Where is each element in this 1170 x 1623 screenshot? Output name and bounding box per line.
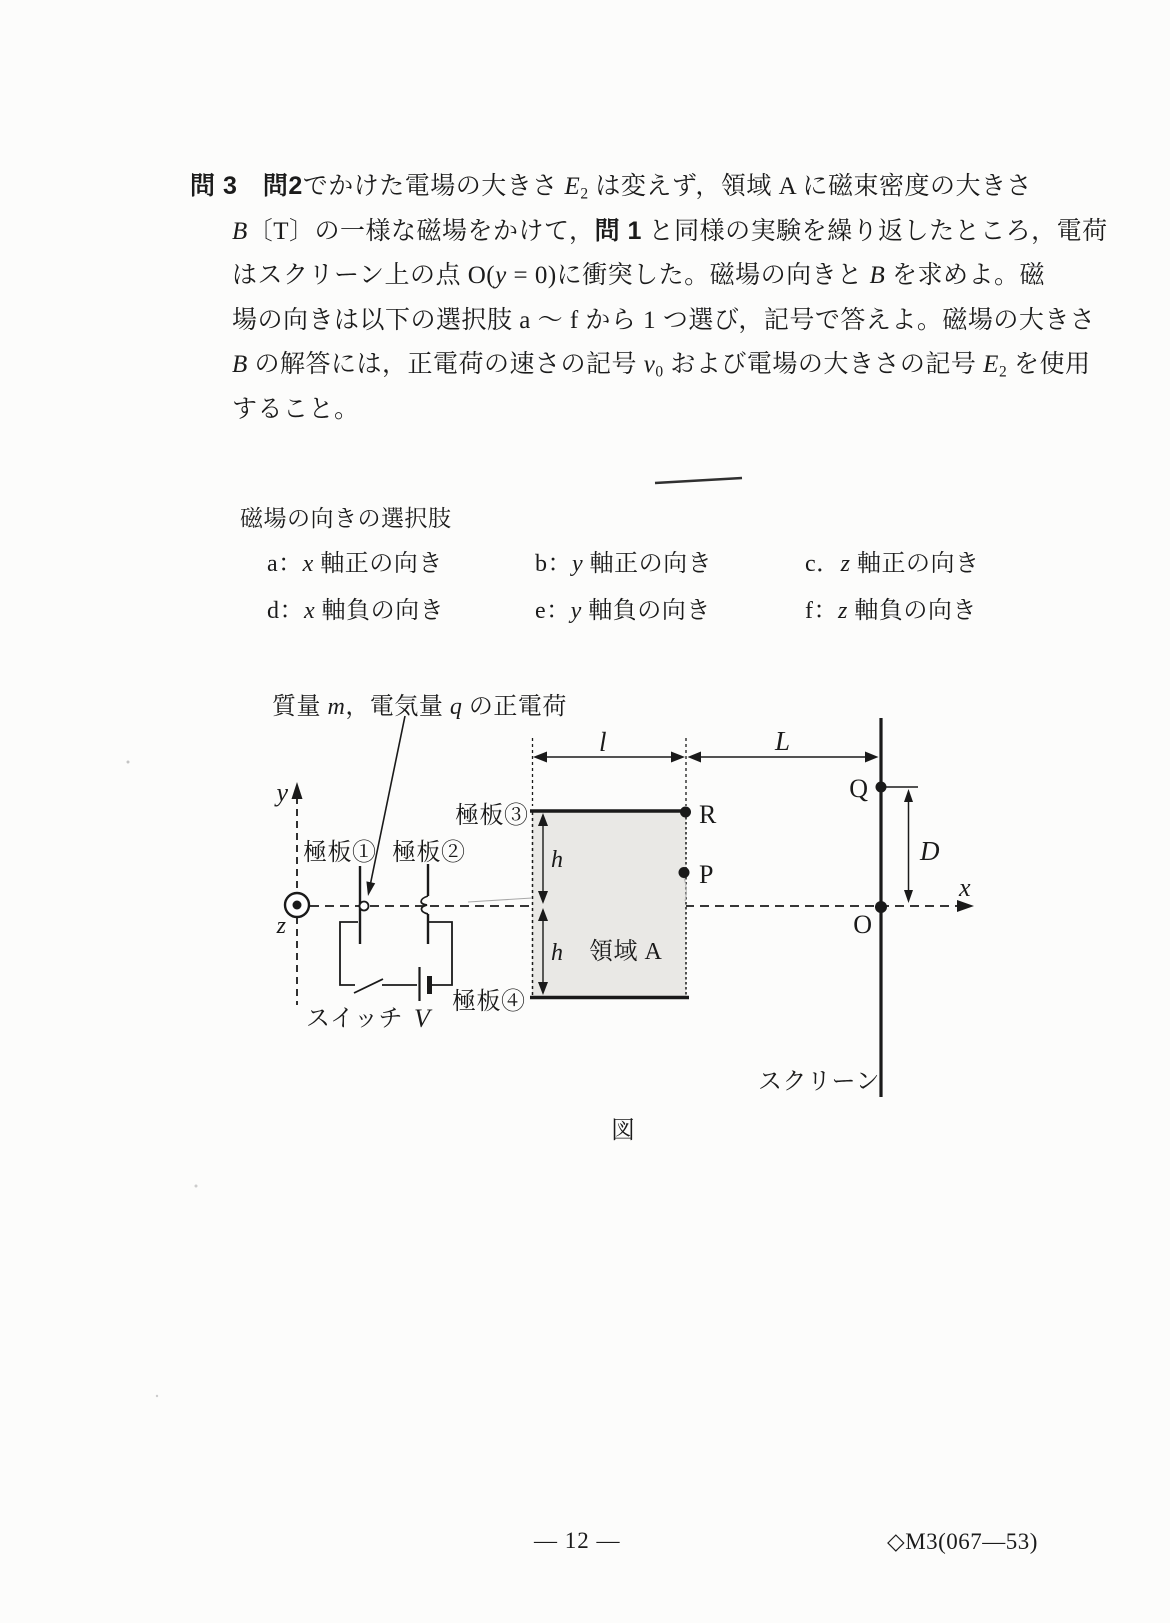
- problem-line-5: B の解答には，正電荷の速さの記号 v0 および電場の大きさの記号 E2 を使用: [232, 351, 1091, 381]
- dim-D-label: D: [920, 836, 940, 866]
- dim-L-arrow-right: [865, 752, 879, 763]
- dim-D-arrow-top: [904, 789, 913, 802]
- choice-c: c．z 軸正の向き: [805, 551, 980, 577]
- problem-line-1: 問 3 問2でかけた電場の大きさ E2 は変えず，領域 A に磁束密度の大きさ: [190, 172, 1033, 203]
- problem-line-3: はスクリーン上の点 O(y = 0)に衝突した。磁場の向きと B を求めよ。磁: [232, 262, 1045, 289]
- y-axis-label: y: [276, 778, 288, 807]
- figure-caption: 質量 m，電気量 q の正電荷: [272, 694, 567, 720]
- point-Q-label: Q: [849, 774, 868, 803]
- scan-speck: [156, 1395, 158, 1397]
- dim-L-label: L: [775, 726, 791, 756]
- region-a-shading: [532, 812, 686, 997]
- point-P-label: P: [699, 860, 714, 889]
- charge-point: [360, 902, 369, 911]
- point-O-label: O: [853, 910, 872, 939]
- choice-d: d：x 軸負の向き: [267, 598, 445, 624]
- region-a-label: 領域 A: [589, 939, 663, 965]
- pen-mark: [655, 478, 742, 483]
- switch-blade: [354, 979, 383, 993]
- choice-f: f：z 軸負の向き: [805, 598, 977, 624]
- page-number: — 12 —: [534, 1528, 621, 1553]
- pen-trace: [468, 898, 532, 902]
- plate2-aperture: [421, 896, 428, 914]
- dim-L-arrow-left: [688, 752, 702, 763]
- switch-label: スイッチ: [306, 1006, 404, 1032]
- dim-h-upper-label: h: [551, 847, 563, 873]
- screen-label: スクリーン: [758, 1069, 881, 1095]
- circuit-wire-right: [429, 922, 452, 985]
- choice-a: a：x 軸正の向き: [267, 551, 443, 577]
- choice-e: e：y 軸負の向き: [535, 598, 711, 624]
- caption-pointer-arrowhead: [366, 881, 375, 896]
- point-R-dot: [680, 807, 691, 818]
- dim-h-lower-label: h: [551, 940, 563, 966]
- scan-speck: [127, 761, 130, 764]
- circuit-wire-left: [340, 922, 358, 985]
- choice-b: b：y 軸正の向き: [535, 551, 713, 577]
- plate3-label: 極板③: [455, 803, 529, 829]
- dim-l-arrow-right: [671, 752, 685, 763]
- battery-voltage-label: V: [414, 1004, 430, 1033]
- choices-heading: 磁場の向きの選択肢: [240, 506, 452, 531]
- point-P-dot: [679, 867, 690, 878]
- scan-speck: [195, 1185, 198, 1188]
- plate2-label: 極板②: [392, 840, 466, 866]
- problem-line-2: B〔T〕の一様な磁場をかけて，問 1 と同様の実験を繰り返したところ，電荷: [232, 217, 1108, 245]
- problem-line-6: すること。: [232, 396, 360, 423]
- figure-label: 図: [611, 1118, 636, 1144]
- point-R-label: R: [699, 800, 717, 829]
- dim-D-arrow-bottom: [904, 890, 913, 903]
- z-axis-dot: [293, 901, 302, 910]
- problem-line-4: 場の向きは以下の選択肢 a ～ f から 1 つ選び，記号で答えよ。磁場の大きさ: [232, 307, 1096, 334]
- doc-code: ◇M3(067—53): [887, 1529, 1038, 1554]
- x-axis-label: x: [959, 873, 971, 902]
- plate1-label: 極板①: [303, 840, 377, 866]
- dim-l-arrow-left: [533, 752, 547, 763]
- plate4-label: 極板④: [452, 989, 526, 1015]
- point-Q-dot: [876, 782, 887, 793]
- z-axis-label: z: [276, 913, 286, 939]
- y-axis-arrowhead: [292, 782, 303, 799]
- dim-l-label: l: [599, 727, 607, 757]
- point-O-dot: [875, 901, 887, 913]
